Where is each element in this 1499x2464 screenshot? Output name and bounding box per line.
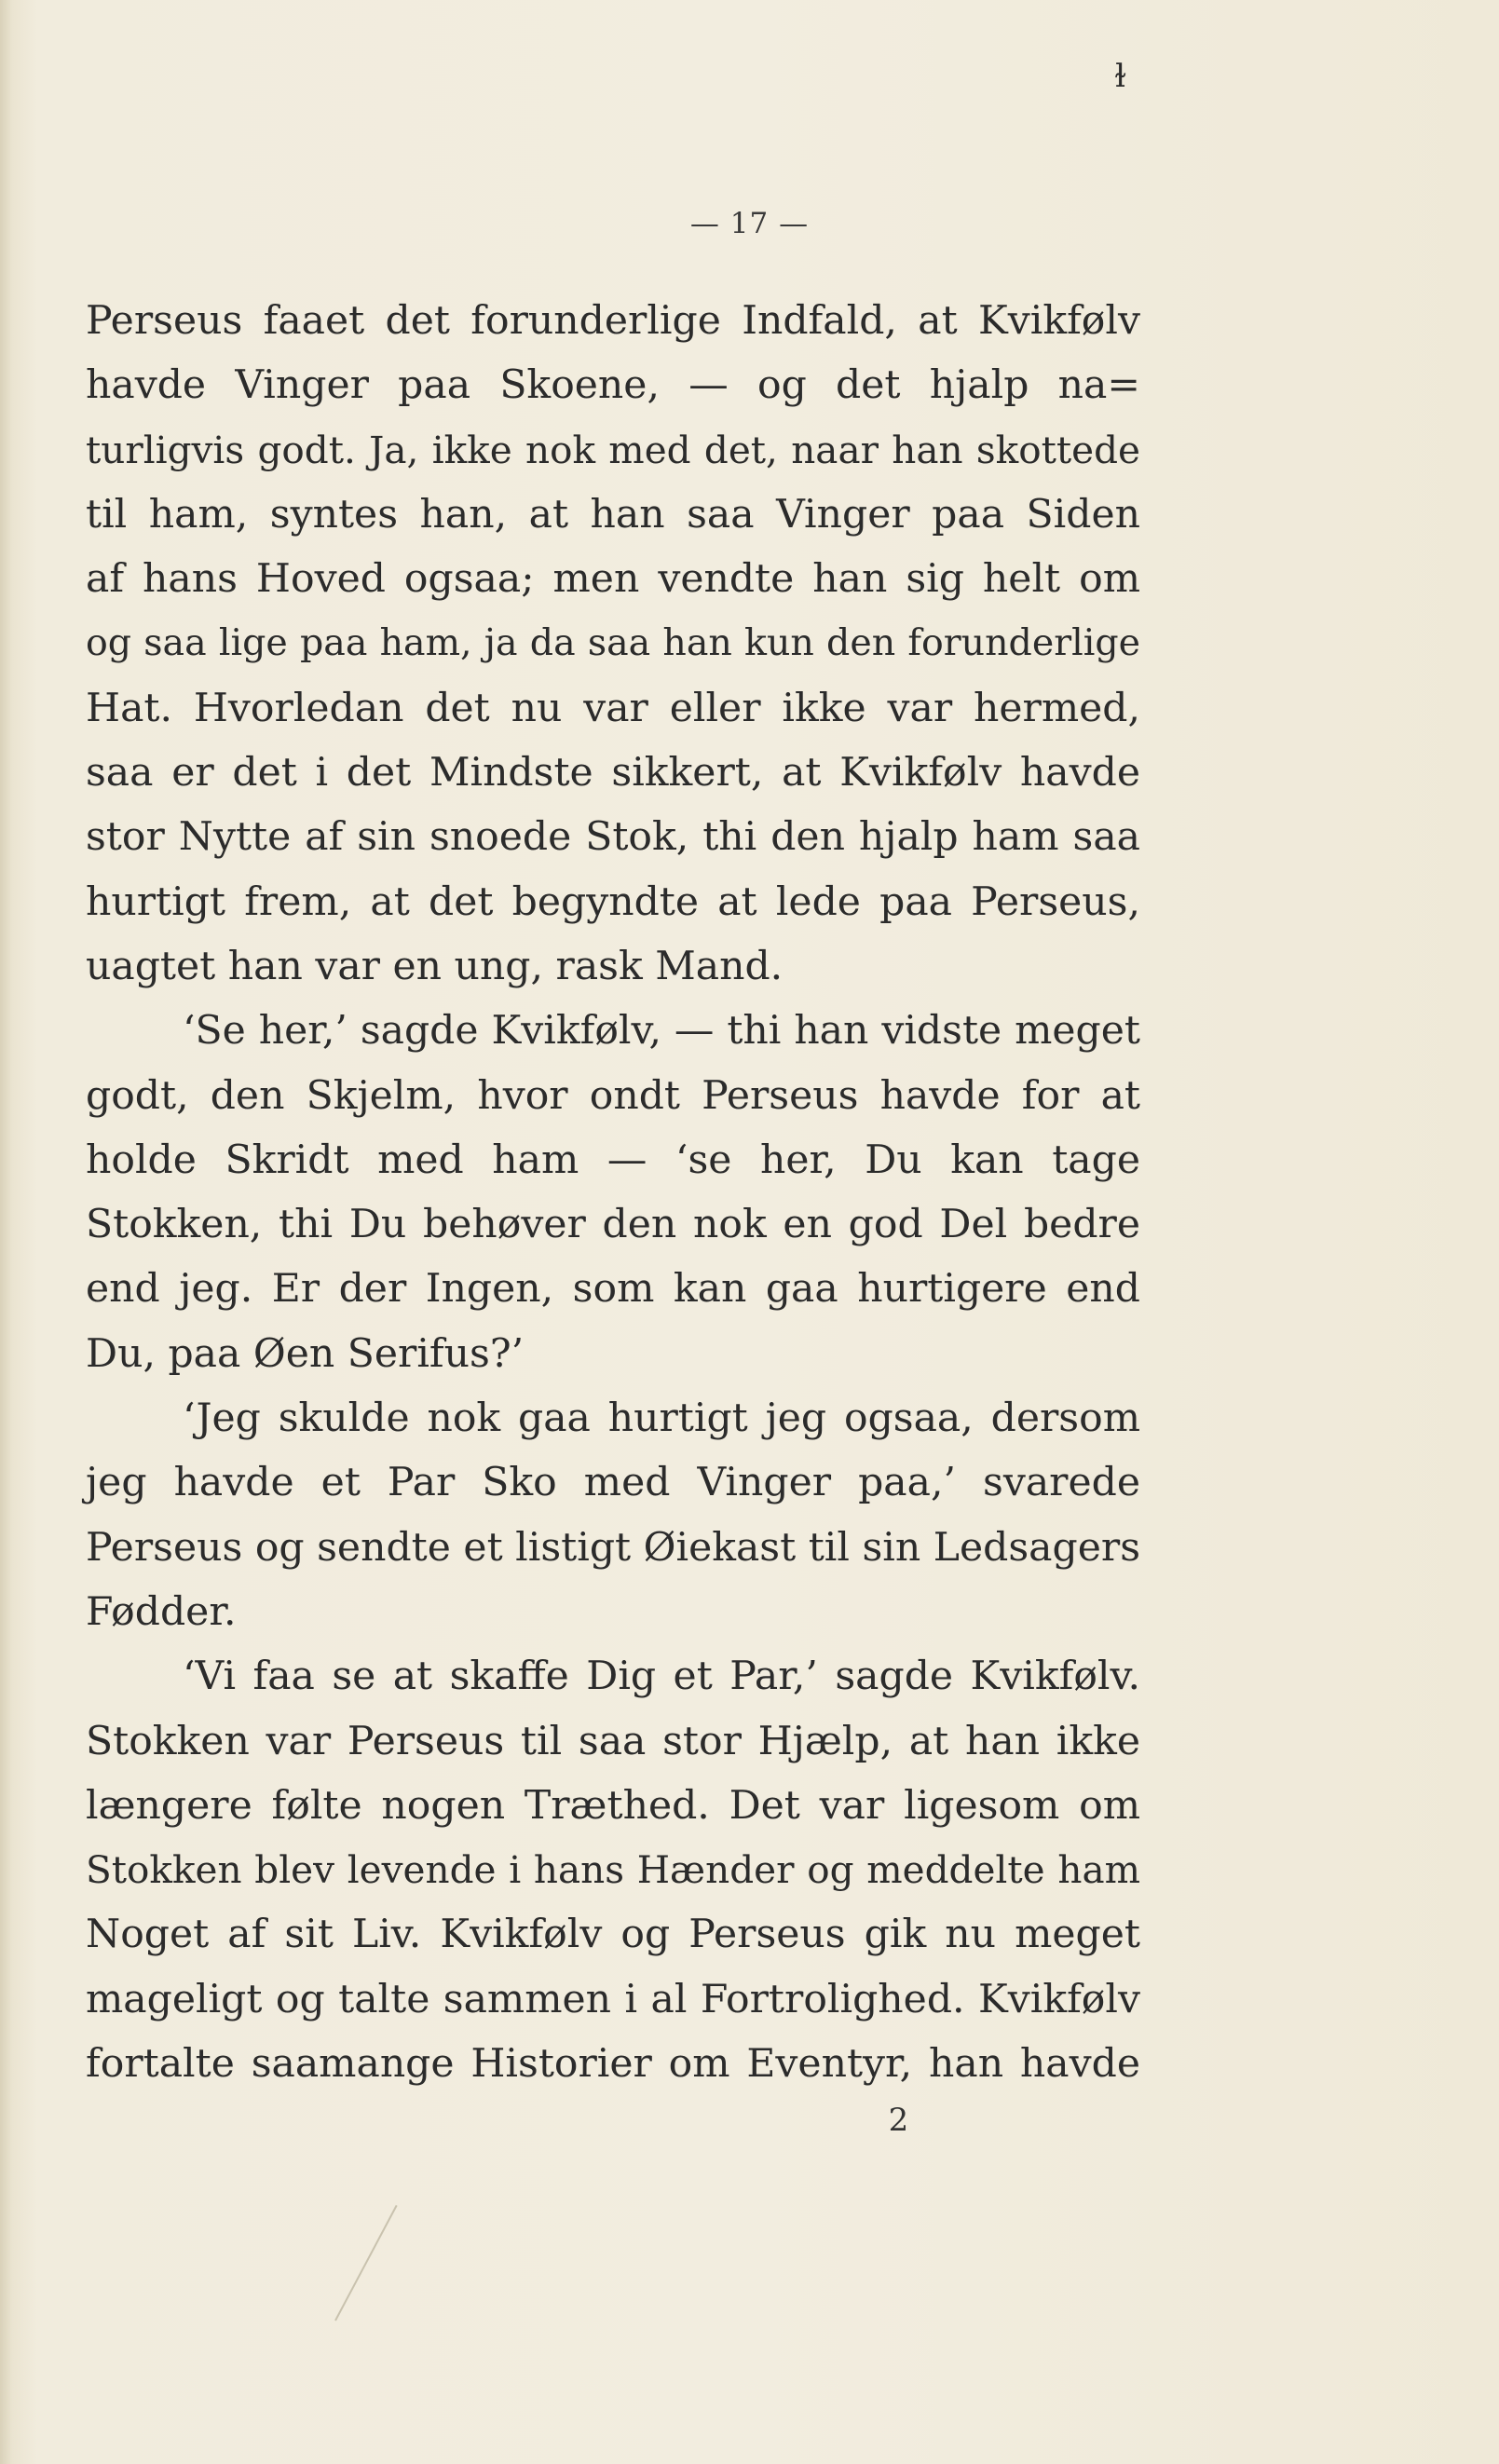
- page-number: — 17 —: [689, 207, 810, 240]
- text-line: Du, paa Øen Serifus?’: [86, 1330, 525, 1377]
- corner-mark: ɫ: [1114, 58, 1126, 95]
- text-line: mageligt og talte sammen i al Fortrolighed. Kvikfølv: [86, 1976, 1140, 2022]
- text-line: fortalte saamange Historier om Eventyr, han havde: [86, 2041, 1140, 2088]
- text-line: end jeg. Er der Ingen, som kan gaa hurtigere end: [86, 1266, 1140, 1313]
- text-line: havde Vinger paa Skoene, — og det hjalp na=: [86, 362, 1140, 409]
- text-line: hurtigt frem, at det begyndte at lede paa Perseus,: [86, 878, 1140, 925]
- text-line: stor Nytte af sin snoede Stok, thi den hjalp ham saa: [86, 814, 1140, 861]
- page-left-edge: [0, 0, 13, 2464]
- text-line: turligvis godt. Ja, ikke nok med det, naar han skottede: [86, 427, 1140, 472]
- text-line: holde Skridt med ham — ‘se her, Du kan tage: [86, 1137, 1140, 1183]
- pencil-mark: [334, 2205, 397, 2321]
- text-line: ‘Jeg skulde nok gaa hurtigt jeg ogsaa, dersom: [183, 1395, 1140, 1442]
- text-line: Fødder.: [86, 1588, 237, 1635]
- text-line: saa er det i det Mindste sikkert, at Kvikfølv havde: [86, 750, 1140, 796]
- text-line: til ham, syntes han, at han saa Vinger paa Siden: [86, 491, 1140, 538]
- text-line: længere følte nogen Træthed. Det var ligesom om: [86, 1782, 1140, 1829]
- text-line: Stokken blev levende i hans Hænder og meddelte ham: [86, 1847, 1140, 1893]
- text-line: uagtet han var en ung, rask Mand.: [86, 943, 784, 989]
- text-line: Stokken, thi Du behøver den nok en god Del bedre: [86, 1202, 1140, 1248]
- text-line: ‘Vi faa se at skaffe Dig et Par,’ sagde Kvikfølv.: [183, 1654, 1140, 1700]
- text-line: godt, den Skjelm, hvor ondt Perseus havde for at: [86, 1072, 1140, 1119]
- text-line: jeg havde et Par Sko med Vinger paa,’ svarede: [86, 1460, 1140, 1506]
- text-line: af hans Hoved ogsaa; men vendte han sig helt om: [86, 556, 1140, 603]
- body-text: [86, 289, 1140, 2096]
- text-line: Stokken var Perseus til saa stor Hjælp, at han ikke: [86, 1718, 1140, 1764]
- text-line: Perseus og sendte et listigt Øiekast til sin Ledsagers: [86, 1524, 1140, 1571]
- text-line: ‘Se her,’ sagde Kvikfølv, — thi han vidste meget: [183, 1008, 1140, 1055]
- text-line: og saa lige paa ham, ja da saa han kun den forunderlige: [86, 621, 1140, 665]
- signature-mark: 2: [888, 2102, 909, 2139]
- text-line: Noget af sit Liv. Kvikfølv og Perseus gik nu meget: [86, 1912, 1140, 1958]
- text-line: Hat. Hvorledan det nu var eller ikke var hermed,: [86, 685, 1140, 731]
- text-line: Perseus faaet det forunderlige Indfald, at Kvikfølv: [86, 298, 1140, 344]
